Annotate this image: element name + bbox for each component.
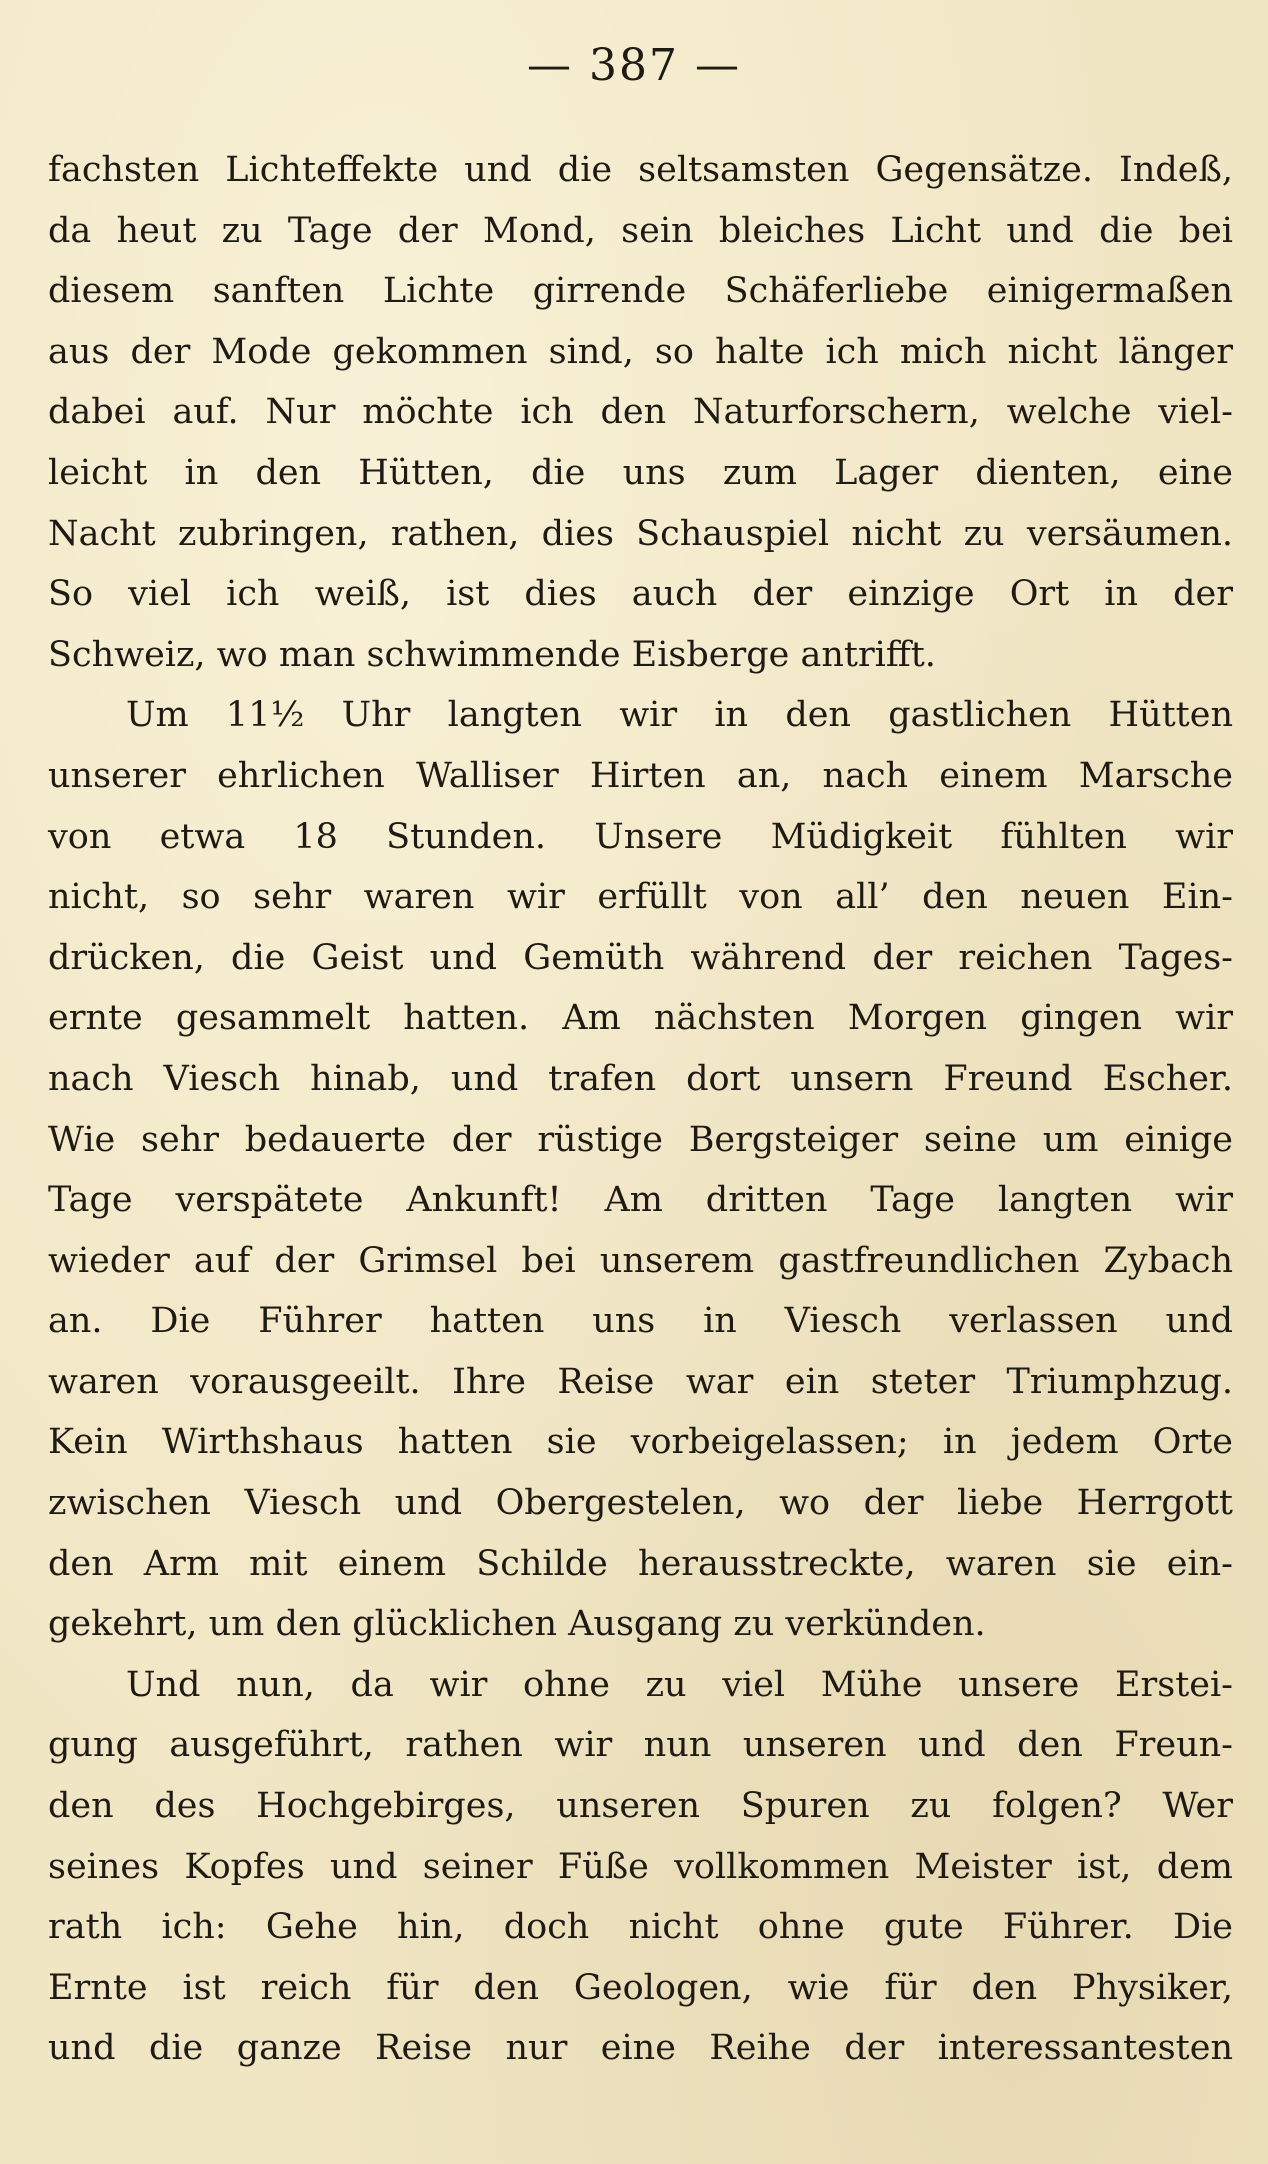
page-number: — 387 — — [527, 40, 741, 91]
text-line — [48, 1231, 1233, 1292]
text-line-content: Kein Wirthshaus hatten sie vorbeigelassen; in jedem Orte — [48, 1422, 1233, 1463]
text-line — [48, 1897, 1233, 1958]
text-line — [48, 1352, 1233, 1413]
text-line-content: den des Hochgebirges, unseren Spuren zu folgen? Wer — [48, 1786, 1233, 1827]
text-line-content: von etwa 18 Stunden. Unsere Müdigkeit fühlten wir — [48, 816, 1233, 857]
text-line-content: unserer ehrlichen Walliser Hirten an, nach einem Marsche — [48, 755, 1233, 796]
text-line — [48, 1958, 1233, 2019]
text-line — [48, 928, 1233, 989]
text-line-content: nach Viesch hinab, und trafen dort unsern Freund Escher. — [48, 1058, 1233, 1099]
text-line — [48, 988, 1233, 1049]
text-line — [48, 685, 1233, 746]
text-line — [48, 2018, 1233, 2079]
text-line-content: dabei auf. Nur möchte ich den Naturforschern, welche viel- — [48, 392, 1233, 433]
text-line-content: drücken, die Geist und Gemüth während der reichen Tages- — [48, 937, 1233, 978]
text-line-content: Wie sehr bedauerte der rüstige Bergsteiger seine um einige — [48, 1119, 1233, 1160]
text-line-content: diesem sanften Lichte girrende Schäferliebe einigermaßen — [48, 271, 1233, 312]
text-line-content: da heut zu Tage der Mond, sein bleiches Licht und die bei — [48, 210, 1233, 251]
text-line — [48, 1473, 1233, 1534]
text-line — [48, 504, 1233, 565]
text-line-content: aus der Mode gekommen sind, so halte ich mich nicht länger — [48, 331, 1233, 372]
text-line — [48, 746, 1233, 807]
text-line-content: waren vorausgeeilt. Ihre Reise war ein steter Triumphzug. — [48, 1361, 1233, 1402]
text-line — [48, 1412, 1233, 1473]
text-line — [48, 322, 1233, 383]
text-line — [48, 1715, 1233, 1776]
text-line — [48, 1534, 1233, 1595]
text-line — [48, 261, 1233, 322]
text-line-content: So viel ich weiß, ist dies auch der einzige Ort in der — [48, 574, 1233, 615]
text-line — [48, 564, 1233, 625]
text-line-content: Ernte ist reich für den Geologen, wie für den Physiker, — [48, 1967, 1233, 2008]
text-line — [48, 201, 1233, 262]
text-line-content: und die ganze Reise nur eine Reihe der interessantesten — [48, 2028, 1233, 2069]
text-line — [48, 625, 1233, 686]
text-line — [48, 1776, 1233, 1837]
text-line-content: zwischen Viesch und Obergestelen, wo der liebe Herrgott — [48, 1483, 1233, 1524]
text-line — [48, 140, 1233, 201]
text-line-content: nicht, so sehr waren wir erfüllt von all’ den neuen Ein- — [48, 877, 1233, 918]
text-line-content: an. Die Führer hatten uns in Viesch verlassen und — [48, 1301, 1233, 1342]
text-line — [48, 1049, 1233, 1110]
text-line-content: leicht in den Hütten, die uns zum Lager dienten, eine — [48, 452, 1233, 493]
text-line-content: Um 11½ Uhr langten wir in den gastlichen Hütten — [126, 695, 1233, 736]
text-line — [48, 1594, 1233, 1655]
text-line — [48, 1170, 1233, 1231]
text-line — [48, 807, 1233, 868]
text-line-content: ernte gesammelt hatten. Am nächsten Morgen gingen wir — [48, 998, 1233, 1039]
text-line — [48, 1110, 1233, 1171]
text-line — [48, 382, 1233, 443]
text-line — [48, 1291, 1233, 1352]
text-line-content: rath ich: Gehe hin, doch nicht ohne gute Führer. Die — [48, 1907, 1233, 1948]
text-line-content: seines Kopfes und seiner Füße vollkommen Meister ist, dem — [48, 1846, 1233, 1887]
text-line-content: fachsten Lichteffekte und die seltsamsten Gegensätze. Indeß, — [48, 150, 1233, 190]
text-line — [48, 1837, 1233, 1898]
text-line-content: Nacht zubringen, rathen, dies Schauspiel nicht zu versäumen. — [48, 513, 1233, 554]
text-line-content: den Arm mit einem Schilde herausstreckte, waren sie ein- — [48, 1543, 1233, 1584]
text-line-content: Schweiz, wo man schwimmende Eisberge antrifft. — [48, 634, 936, 675]
text-line — [48, 443, 1233, 504]
text-line — [48, 1655, 1233, 1716]
text-line-content: wieder auf der Grimsel bei unserem gastfreundlichen Zybach — [48, 1240, 1233, 1281]
text-line-content: gung ausgeführt, rathen wir nun unseren und den Freun- — [48, 1725, 1233, 1766]
body-text — [48, 140, 1233, 2079]
text-line-content: Tage verspätete Ankunft! Am dritten Tage langten wir — [48, 1180, 1233, 1221]
text-line-content: Und nun, da wir ohne zu viel Mühe unsere Erstei- — [126, 1664, 1233, 1705]
text-line — [48, 867, 1233, 928]
text-line-content: gekehrt, um den glücklichen Ausgang zu verkünden. — [48, 1604, 986, 1645]
